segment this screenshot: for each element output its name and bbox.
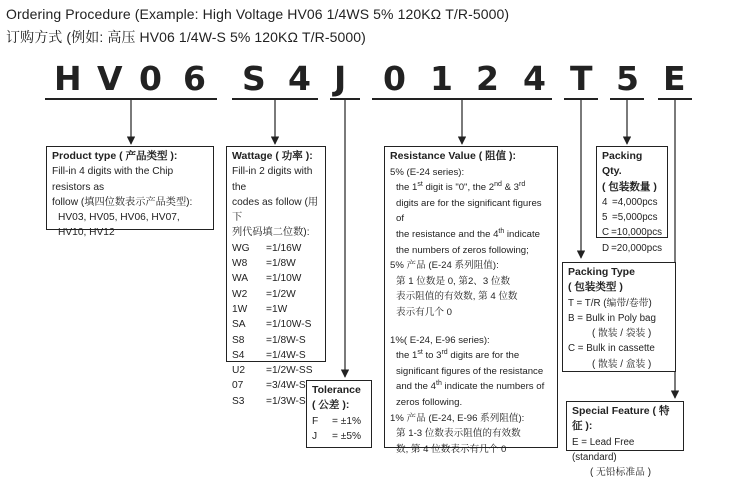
resistance-line: 第 1 位数是 0, 第2、3 位数 bbox=[396, 275, 511, 287]
resistance-line: 表示有几个 0 bbox=[396, 306, 452, 318]
resistance-line: the 1st to 3rd digits are for the bbox=[396, 348, 520, 362]
resistance-box bbox=[384, 146, 558, 455]
wattage-item: 1W =1W bbox=[232, 303, 288, 315]
product-type-title: Product type ( 产品类型 ): bbox=[52, 150, 178, 162]
packing-type-c: C = Bulk in cassette bbox=[568, 343, 655, 355]
packing-type-box bbox=[562, 262, 676, 372]
code-char-4b: 4 bbox=[523, 59, 546, 98]
wattage-item: S4 =1/4W-S bbox=[232, 349, 306, 361]
title-cn: 订购方式 (例如: 高压 HV06 1/4W-S 5% 120KΩ T/R-5000) bbox=[6, 29, 366, 45]
wattage-desc-1: Fill-in 2 digits with the bbox=[232, 166, 313, 193]
packing-type-title-2: ( 包装类型 ) bbox=[568, 281, 623, 294]
product-type-list-1: HV03, HV05, HV06, HV07, bbox=[58, 212, 180, 224]
packing-qty-title-1: Packing Qty. bbox=[602, 150, 643, 178]
resistance-line: 1%( E-24, E-96 series): bbox=[390, 334, 490, 346]
code-char-5: 5 bbox=[616, 59, 639, 98]
code-char-6: 6 bbox=[183, 59, 206, 98]
packing-qty-item: D =20,000pcs bbox=[602, 242, 662, 254]
code-char-1: 1 bbox=[430, 59, 453, 98]
resistance-line: 5% 产品 (E-24 系列阻值): bbox=[390, 260, 499, 272]
packing-type-b: B = Bulk in Poly bag bbox=[568, 312, 656, 324]
packing-qty-item: 5 =5,000pcs bbox=[602, 212, 658, 224]
code-char-j: J bbox=[334, 59, 347, 98]
resistance-line: 表示阻值的有效数, 第 4 位数 bbox=[396, 291, 518, 303]
code-char-0: 0 bbox=[139, 59, 162, 98]
special-feature-title: Special Feature ( 特征 ): bbox=[572, 405, 670, 433]
wattage-item: WG =1/16W bbox=[232, 242, 302, 254]
resistance-line: the resistance and the 4th indicate bbox=[396, 227, 540, 240]
code-char-v: V bbox=[97, 59, 123, 98]
special-feature-e-cn: ( 无铅标准品 ) bbox=[590, 467, 651, 479]
code-char-s: S bbox=[242, 59, 266, 98]
tolerance-title-2: ( 公差 ): bbox=[312, 399, 350, 412]
resistance-line: digits are for the significant figures of bbox=[396, 197, 542, 225]
title-en: Ordering Procedure (Example: High Voltage HV06 1/4WS 5% 120KΩ T/R-5000) bbox=[6, 6, 510, 22]
wattage-desc-2: codes as follow (用下 bbox=[232, 196, 319, 224]
code-char-0b: 0 bbox=[383, 59, 406, 98]
packing-qty-item: C =10,000pcs bbox=[602, 227, 662, 239]
packing-qty-item: 4 =4,000pcs bbox=[602, 196, 658, 208]
code-char-t: T bbox=[570, 59, 593, 98]
special-feature-box bbox=[566, 401, 684, 479]
wattage-box bbox=[226, 146, 326, 407]
wattage-item: WA =1/10W bbox=[232, 273, 302, 285]
resistance-line: 数, 第 4 位数表示有几个 0 bbox=[396, 443, 507, 455]
resistance-title: Resistance Value ( 阻值 ): bbox=[390, 150, 517, 162]
product-type-desc-1: Fill-in 4 digits with the Chip resistors as bbox=[52, 166, 174, 193]
packing-type-c-cn: ( 散装 / 盒装 ) bbox=[592, 358, 652, 370]
resistance-line: zeros following. bbox=[396, 396, 463, 408]
resistance-line: the 1st digit is "0", the 2nd & 3rd bbox=[396, 181, 526, 194]
packing-qty-title-2: ( 包装数量 ) bbox=[602, 180, 657, 193]
resistance-line: the numbers of zeros following; bbox=[396, 244, 529, 256]
code-char-4: 4 bbox=[288, 59, 311, 98]
packing-qty-box bbox=[596, 146, 668, 254]
wattage-item: S8 =1/8W-S bbox=[232, 334, 306, 346]
special-feature-e: E = Lead Free (standard) bbox=[572, 436, 635, 463]
tolerance-title-1: Tolerance bbox=[312, 384, 361, 396]
resistance-line: 5% (E-24 series): bbox=[390, 166, 465, 178]
wattage-item: W2 =1/2W bbox=[232, 288, 296, 300]
resistance-line: 1% 产品 (E-24, E-96 系列阻值): bbox=[390, 412, 525, 424]
product-type-list-2: HV10, HV12 bbox=[58, 227, 115, 239]
product-type-box bbox=[46, 146, 214, 239]
wattage-item: S3 =1/3W-S bbox=[232, 395, 306, 407]
wattage-item: 07 =3/4W-S bbox=[232, 380, 306, 392]
resistance-line: 第 1-3 位数表示阻值的有效数 bbox=[396, 428, 521, 440]
packing-type-title-1: Packing Type bbox=[568, 266, 635, 278]
resistance-line: and the 4th indicate the numbers of bbox=[396, 380, 545, 393]
product-type-desc-2: follow (填四位数表示产品类型): bbox=[52, 196, 193, 208]
packing-type-t: T = T/R (编带/卷带) bbox=[568, 297, 652, 309]
wattage-item: U2 =1/2W-SS bbox=[232, 365, 313, 377]
resistance-line: significant figures of the resistance bbox=[396, 365, 544, 377]
packing-type-b-cn: ( 散装 / 袋装 ) bbox=[592, 328, 652, 340]
wattage-desc-3: 列代码填二位数): bbox=[232, 227, 310, 239]
wattage-item: SA =1/10W-S bbox=[232, 319, 312, 331]
tolerance-box bbox=[306, 380, 372, 448]
code-char-e: E bbox=[663, 59, 686, 98]
tolerance-item: J = ±5% bbox=[312, 430, 362, 442]
wattage-title: Wattage ( 功率 ): bbox=[232, 150, 313, 162]
wattage-item: W8 =1/8W bbox=[232, 258, 296, 270]
tolerance-item: F = ±1% bbox=[312, 415, 362, 427]
code-char-h: H bbox=[54, 59, 82, 98]
code-char-2: 2 bbox=[476, 59, 499, 98]
